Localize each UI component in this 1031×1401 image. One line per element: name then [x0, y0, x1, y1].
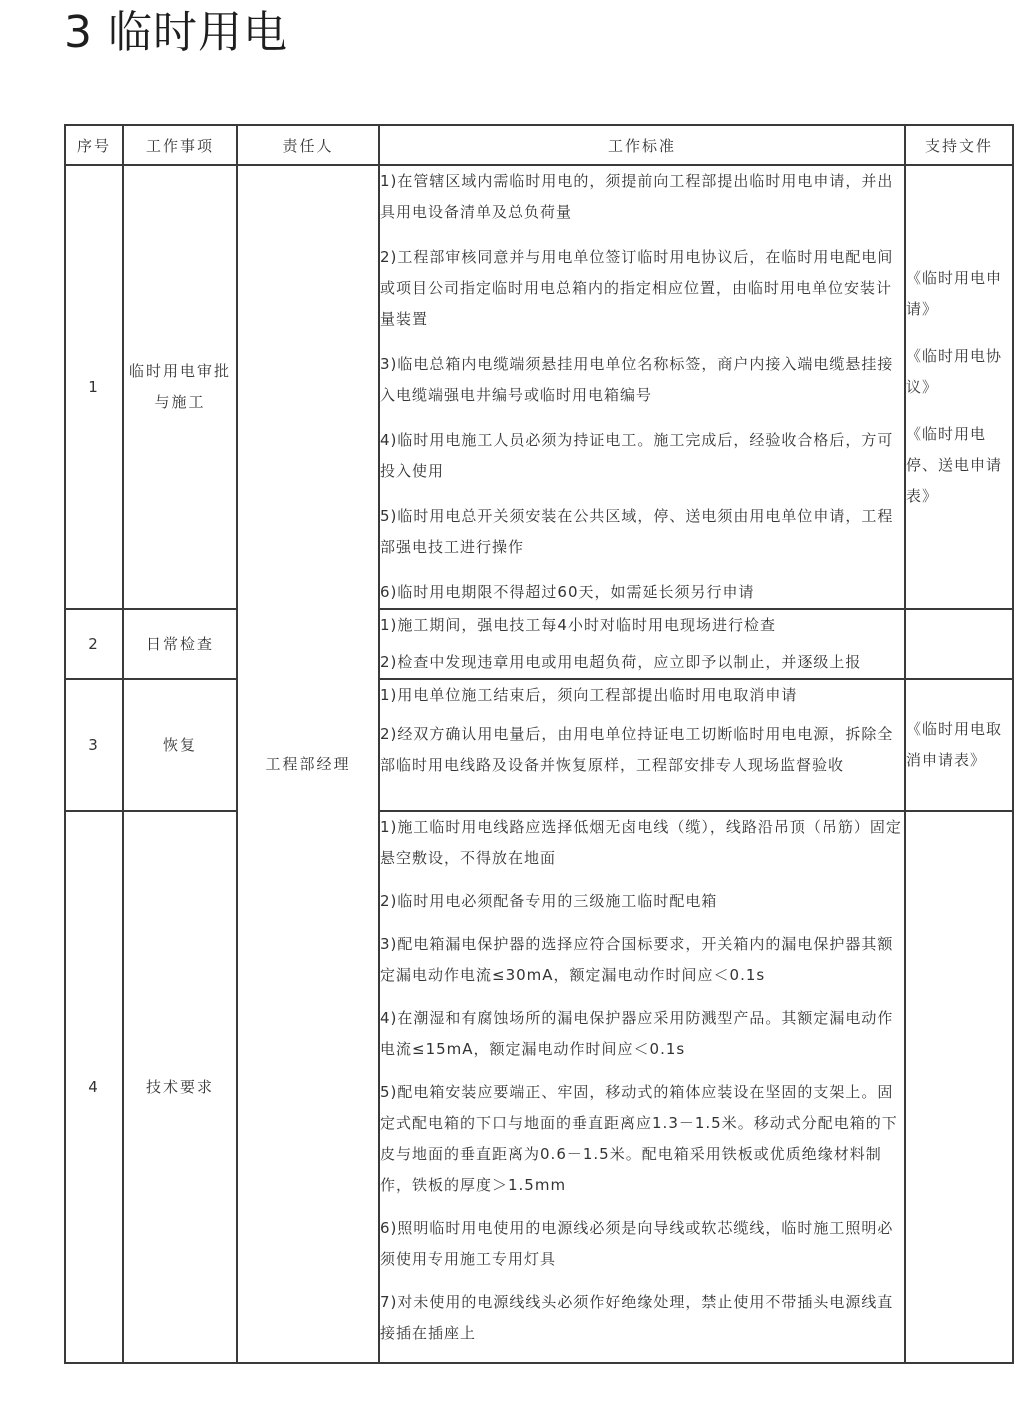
- header-matter: 工作事项: [123, 125, 237, 165]
- support-file: 《临时用电停、送电申请表》: [906, 424, 1003, 505]
- standard-item: 5)配电箱安装应要端正、牢固，移动式的箱体应装设在坚固的支架上。固定式配电箱的下口与地面的垂直距离应1.3－1.5米。移动式分配电箱的下皮与地面的垂直距离为0.6－1.5米。配电箱采用铁板或优质绝缘材料制作，铁板的厚度＞1.5mm: [380, 1083, 898, 1194]
- standard-item: 1)用电单位施工结束后，须向工程部提出临时用电取消申请: [380, 686, 798, 704]
- support-file: 《临时用电协议》: [906, 346, 1003, 396]
- standard-item: 1)施工期间，强电技工每4小时对临时用电现场进行检查: [380, 616, 776, 634]
- row-matter: 日常检查: [123, 609, 237, 679]
- table-row: [65, 165, 1013, 609]
- table-row: [65, 609, 1013, 679]
- standard-item: 6)照明临时用电使用的电源线必须是向导线或软芯缆线，临时施工照明必须使用专用施工专用灯具: [380, 1219, 894, 1268]
- page-title: 3 临时用电: [64, 7, 288, 58]
- support-file: 《临时用电取消申请表》: [906, 720, 1003, 769]
- table-row: [65, 679, 1013, 811]
- files-cell: [905, 679, 1013, 811]
- files-cell: [905, 165, 1013, 609]
- row-number: 2: [65, 609, 123, 679]
- header-no: 序号: [65, 125, 123, 165]
- header-responsible: 责任人: [237, 125, 379, 165]
- standard-item: 3)配电箱漏电保护器的选择应符合国标要求，开关箱内的漏电保护器其额定漏电动作电流≤30mA，额定漏电动作时间应＜0.1s: [380, 935, 894, 984]
- standard-item: 4)临时用电施工人员必须为持证电工。施工完成后，经验收合格后，方可投入使用: [380, 431, 894, 480]
- standard-item: 5)临时用电总开关须安装在公共区域，停、送电须由用电单位申请，工程部强电技工进行操作: [380, 507, 894, 556]
- standard-item: 2)经双方确认用电量后，由用电单位持证电工切断临时用电电源，拆除全部临时用电线路及设备并恢复原样，工程部安排专人现场监督验收: [380, 725, 894, 774]
- row-number: 4: [65, 811, 123, 1363]
- standard-item: 2)工程部审核同意并与用电单位签订临时用电协议后，在临时用电配电间或项目公司指定临时用电总箱内的指定相应位置，由临时用电单位安装计量装置: [380, 248, 894, 328]
- standard-item: 3)临电总箱内电缆端须悬挂用电单位名称标签，商户内接入端电缆悬挂接入电缆端强电井编号或临时用电箱编号: [380, 355, 894, 404]
- row-number: 1: [65, 165, 123, 609]
- support-file: 《临时用电申请》: [906, 268, 1003, 318]
- table-header-row: [65, 125, 1013, 165]
- files-cell: [905, 609, 1013, 679]
- standard-item: 7)对未使用的电源线线头必须作好绝缘处理，禁止使用不带插头电源线直接插在插座上: [380, 1293, 894, 1342]
- row-matter: 技术要求: [123, 811, 237, 1363]
- standard-cell: [379, 811, 905, 1363]
- standard-cell: [379, 679, 905, 811]
- standard-cell: [379, 165, 905, 609]
- standard-item: 6)临时用电期限不得超过60天，如需延长须另行申请: [380, 583, 755, 601]
- row-matter: 临时用电审批与施工: [123, 165, 237, 609]
- row-matter: 恢复: [123, 679, 237, 811]
- header-files: 支持文件: [905, 125, 1013, 165]
- standard-item: 1)施工临时用电线路应选择低烟无卤电线（缆），线路沿吊顶（吊筋）固定悬空敷设，不得放在地面: [380, 818, 902, 867]
- table-row: [65, 811, 1013, 1363]
- standard-item: 4)在潮湿和有腐蚀场所的漏电保护器应采用防溅型产品。其额定漏电动作电流≤15mA，额定漏电动作时间应＜0.1s: [380, 1009, 894, 1058]
- standards-table: [64, 124, 1014, 1364]
- row-number: 3: [65, 679, 123, 811]
- standard-item: 2)临时用电必须配备专用的三级施工临时配电箱: [380, 892, 718, 910]
- responsible-person: 工程部经理: [237, 165, 379, 1363]
- files-cell: [905, 811, 1013, 1363]
- header-standard: 工作标准: [379, 125, 905, 165]
- standard-item: 2)检查中发现违章用电或用电超负荷，应立即予以制止，并逐级上报: [380, 653, 862, 671]
- standard-item: 1)在管辖区域内需临时用电的，须提前向工程部提出临时用电申请，并出具用电设备清单及总负荷量: [380, 172, 894, 221]
- standard-cell: [379, 609, 905, 679]
